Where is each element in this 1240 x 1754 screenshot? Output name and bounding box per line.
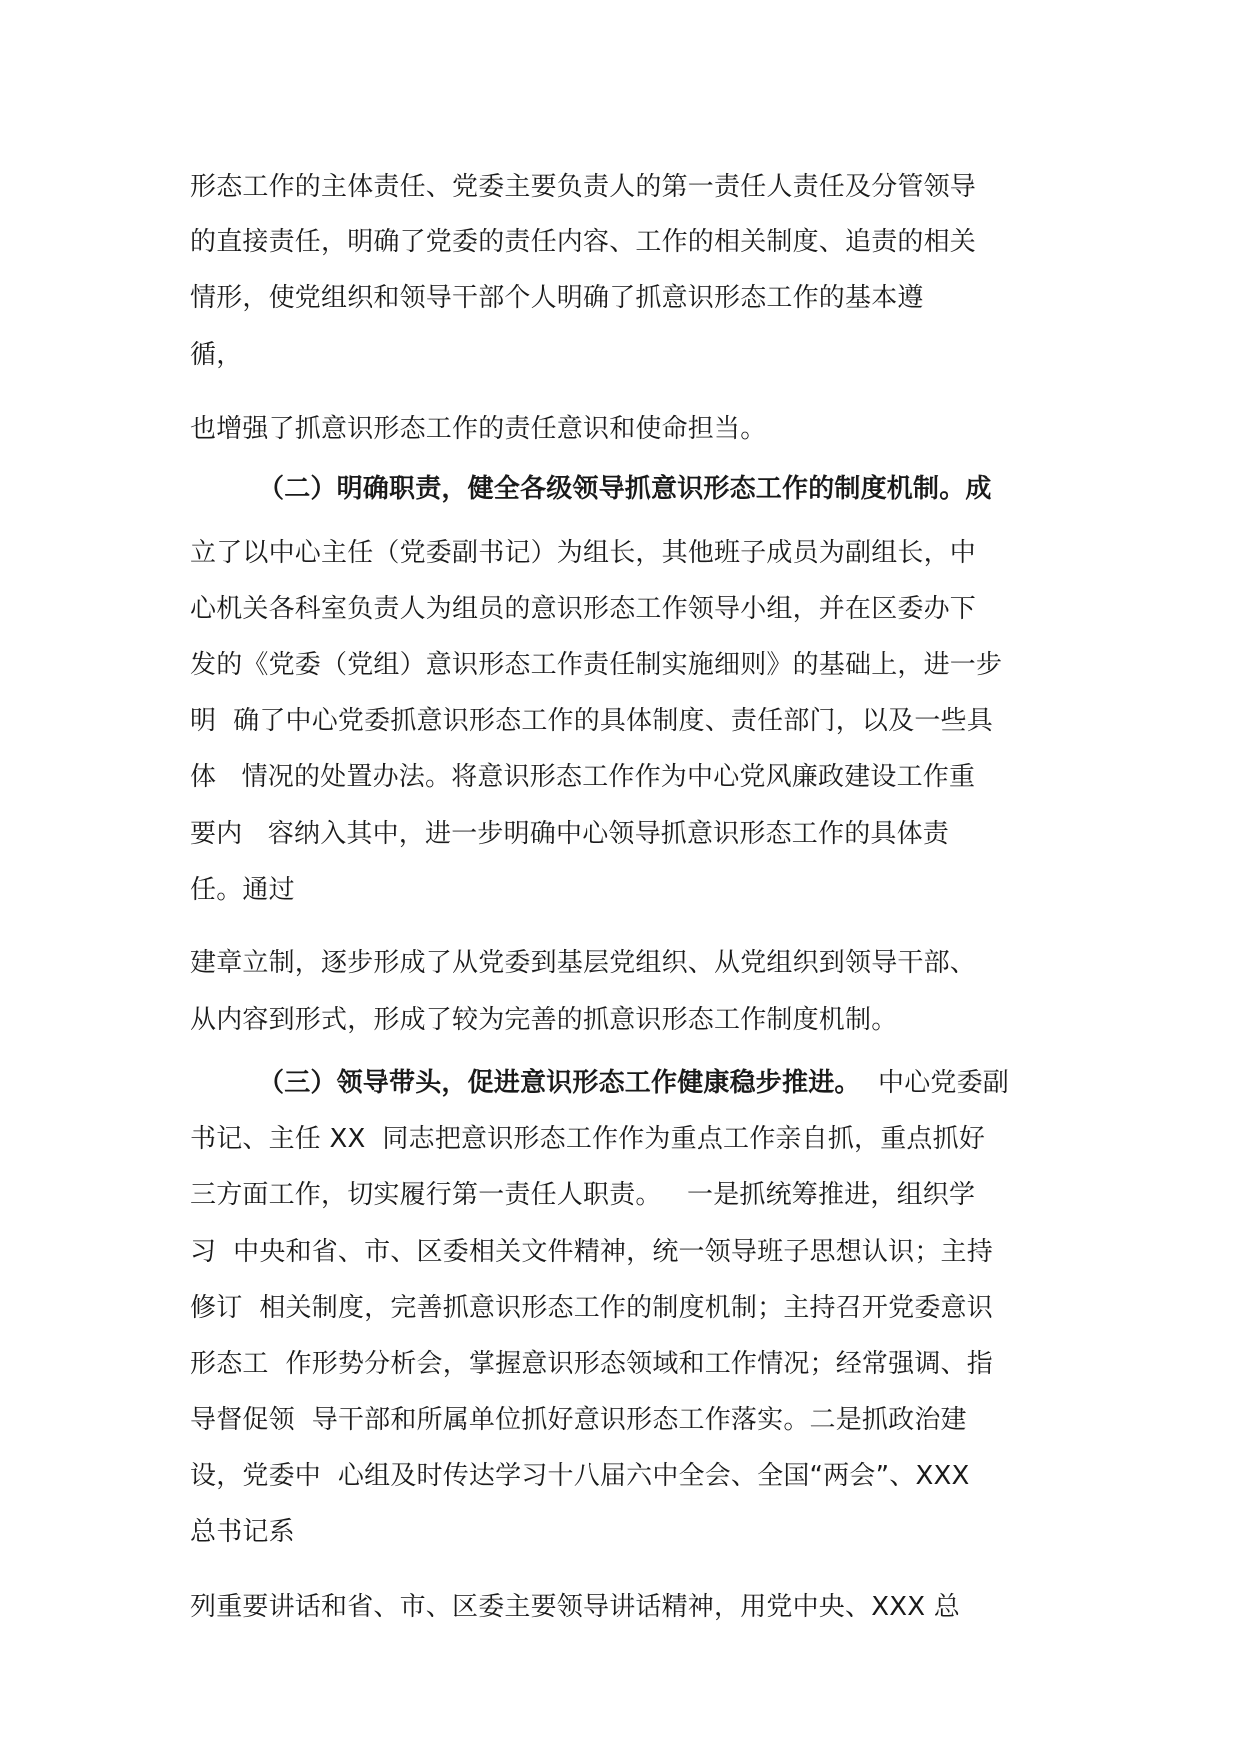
text-line: 从内容到形式，形成了较为完善的抓意识形态工作制度机制。 [190,1005,898,1035]
text-line: 要内 容纳入其中，进一步明确中心领导抓意识形态工作的具体责 [190,819,949,849]
text-line: 形态工作的主体责任、党委主要负责人的第一责任人责任及分管领导 [190,172,977,202]
text-line: 心机关各科室负责人为组员的意识形态工作领导小组，并在区委办下 [190,594,977,624]
text-line: 总书记系 [190,1517,295,1547]
text-line: 书记、主任 XX 同志把意识形态工作作为重点工作亲自抓，重点抓好 [190,1124,986,1154]
text-line: 修订 相关制度，完善抓意识形态工作的制度机制；主持召开党委意识 [190,1293,993,1323]
text-line: 三方面工作，切实履行第一责任人职责。 一是抓统筹推进，组织学 [190,1180,976,1210]
text-line: 导督促领 导干部和所属单位抓好意识形态工作落实。二是抓政治建 [190,1405,967,1435]
section-heading: （三）领导带头，促进意识形态工作健康稳步推进。 [258,1068,861,1098]
text-line: 形态工 作形势分析会，掌握意识形态领域和工作情况；经常强调、指 [190,1349,993,1379]
text-line: 情形，使党组织和领导干部个人明确了抓意识形态工作的基本遵 [190,283,924,313]
text-line: 的直接责任，明确了党委的责任内容、工作的相关制度、追责的相关 [190,227,977,257]
text-line: 也增强了抓意识形态工作的责任意识和使命担当。 [190,414,767,444]
text-line: 任。通过 [190,875,295,905]
text-line: 发的《党委（党组）意识形态工作责任制实施细则》的基础上，进一步 [190,650,1003,680]
section-heading: （二）明确职责，健全各级领导抓意识形态工作的制度机制。成 [258,474,992,504]
text-line: 中心党委副 [878,1068,1010,1098]
text-line: 体 情况的处置办法。将意识形态工作作为中心党风廉政建设工作重 [190,762,976,792]
text-line: 明 确了中心党委抓意识形态工作的具体制度、责任部门，以及一些具 [190,706,993,736]
text-line: 列重要讲话和省、市、区委主要领导讲话精神，用党中央、XXX 总 [190,1592,960,1622]
text-line: 建章立制，逐步形成了从党委到基层党组织、从党组织到领导干部、 [190,948,977,978]
text-line: 设，党委中 心组及时传达学习十八届六中全会、全国“两会”、XXX [190,1461,970,1491]
text-line: 习 中央和省、市、区委相关文件精神，统一领导班子思想认识；主持 [190,1237,993,1267]
text-line: 立了以中心主任（党委副书记）为组长，其他班子成员为副组长，中 [190,538,977,568]
text-line: 循， [190,340,243,370]
